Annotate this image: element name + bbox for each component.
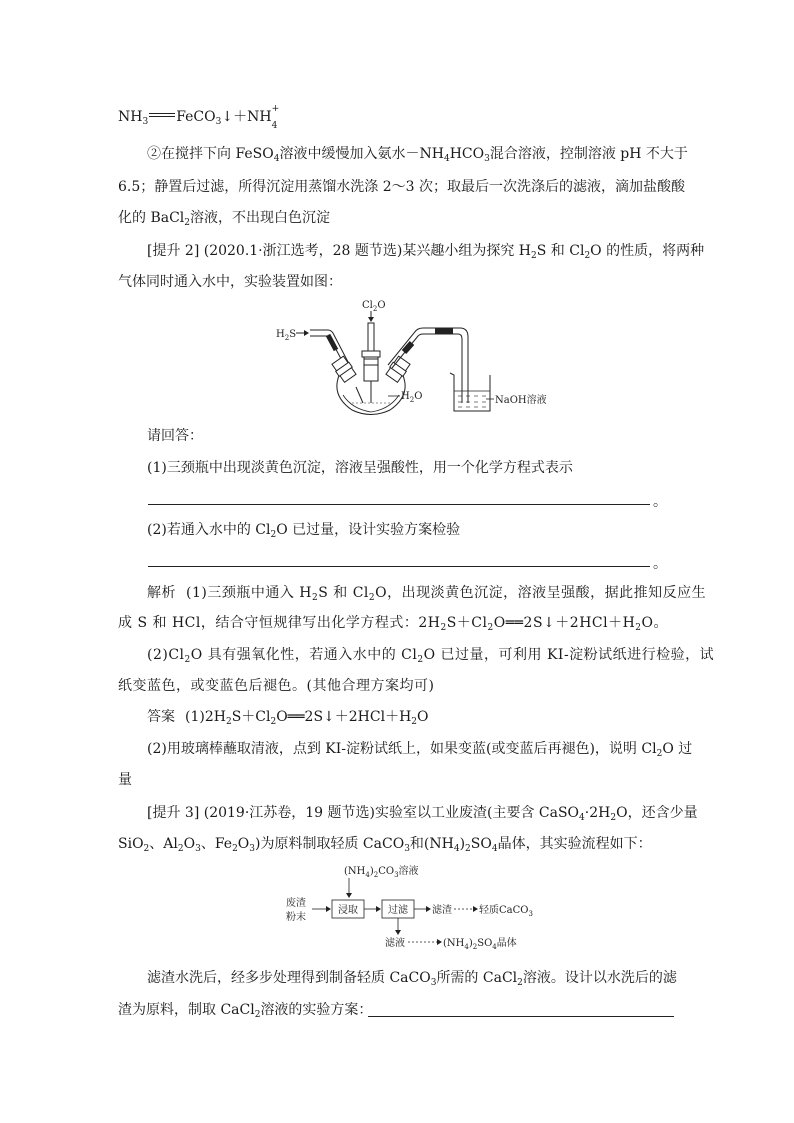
answer-line-1: 答案 $(1)2H_2S+Cl_2O══2S↓+2HCl+H_2O$ xyxy=(147,709,429,727)
flow-product-2: $(NH_4)_2SO_4$晶体 xyxy=(443,938,517,951)
flow-box-filter-label: 过滤 xyxy=(388,905,408,916)
answer-line-3: 量 xyxy=(118,772,132,788)
flow-box-leach-label: 浸取 xyxy=(338,905,358,916)
analysis-label: 解析 xyxy=(147,585,176,601)
paragraph-2-line-2: 6.5；静置后过滤，所得沉淀用蒸馏水洗涤 2～3 次；取最后一次洗涤后的滤液，滴加盐酸酸 xyxy=(118,179,685,195)
question-2-line-2: 气体同时通入水中，实验装置如图： xyxy=(118,274,342,290)
analysis-line-1: 解析 (1)三颈瓶中通入 $H_2S$ 和 $Cl_2O$，出现淡黄色沉淀，溶液呈强酸，据此推知反应生 xyxy=(147,585,707,603)
process-flow-chart xyxy=(282,862,562,950)
naoh-label: NaOH溶液 xyxy=(495,395,547,406)
question-3-line-2: SiO$_2$、$Al_2O_3$、$Fe_2O_3$)为原料制取轻质 CaCO$_3$和$(NH_4)_2SO_4$晶体，其实验流程如下： xyxy=(118,836,652,854)
prompt-reply: 请回答： xyxy=(147,428,203,444)
flow-feed-label-1: 废渣 xyxy=(286,898,306,909)
answer-blank-2[interactable] xyxy=(148,566,650,567)
blank-1-period: 。 xyxy=(653,494,667,510)
blank-2-period: 。 xyxy=(653,556,667,572)
sub-question-1: (1)三颈瓶中出现淡黄色沉淀，溶液呈强酸性，用一个化学方程式表示 xyxy=(147,460,573,476)
equation-line: $NH_3$ FeCO$_3$↓＋NH + 4 xyxy=(118,104,280,131)
h2s-label: $H_2S$ xyxy=(276,329,297,342)
flow-filtrate-label: 滤液 xyxy=(385,938,405,949)
paragraph-2-line-1: ②在搅拌下向 FeSO$_4$溶液中缓慢加入氨水$-NH_4HCO_3$混合溶液，控制溶液 pH 不大于 xyxy=(147,146,688,164)
flow-feed-label-2: 粉末 xyxy=(286,912,306,923)
paragraph-2-line-3: 化的 BaCl$_2$溶液，不出现白色沉淀 xyxy=(118,210,331,228)
analysis-line-2: 成 S 和 HCl，结合守恒规律写出化学方程式：$2H_2S+Cl_2O══2S↓+2HCl+H_2O$。 xyxy=(118,615,669,633)
flow-reagent-label: $(NH_4)_2CO_3$溶液 xyxy=(344,866,419,879)
flow-product-1: 轻质CaCO$_3$ xyxy=(479,905,533,918)
apparatus-figure xyxy=(270,295,547,420)
sub-question-2: (2)若通入水中的 $Cl_2O$ 已过量，设计实验方案检验 xyxy=(147,522,461,540)
analysis-line-3: $(2)Cl_2O$ 具有强氧化性，若通入水中的 $Cl_2O$ 已过量，可利用 KI-淀粉试纸进行检验，试 xyxy=(147,647,715,665)
cl2o-label: $Cl_2O$ xyxy=(362,300,386,313)
answer-label: 答案 xyxy=(147,709,175,725)
answer-blank-1[interactable] xyxy=(148,504,650,505)
analysis-line-4: 纸变蓝色，或变蓝色后褪色。(其他合理方案均可) xyxy=(118,678,435,694)
answer-line-2: (2)用玻璃棒蘸取清液，点到 KI-淀粉试纸上，如果变蓝(或变蓝后再褪色)，说明 $Cl_2O$ 过 xyxy=(147,741,693,759)
question-3-task-line-2: 渣为原料，制取 CaCl$_2$溶液的实验方案： xyxy=(118,1002,373,1020)
flow-residue-label: 滤渣 xyxy=(432,905,452,916)
h2o-label: $H_2O$ xyxy=(401,391,423,404)
question-3-task-line-1: 滤渣水洗后，经多步处理得到制备轻质 CaCO$_3$所需的 CaCl$_2$溶液。设计以水洗后的滤 xyxy=(147,970,677,988)
answer-blank-3[interactable] xyxy=(368,1016,674,1017)
question-2-line-1: [提升 2] (2020.1·浙江选考，28 题节选)某兴趣小组为探究 $H_2S$ 和 $Cl_2O$ 的性质，将两种 xyxy=(147,243,705,261)
question-3-line-1: [提升 3] (2019·江苏卷，19 题节选)实验室以工业废渣(主要含 $CaSO_4\cdot 2H_2O$，还含少量 xyxy=(147,805,698,823)
